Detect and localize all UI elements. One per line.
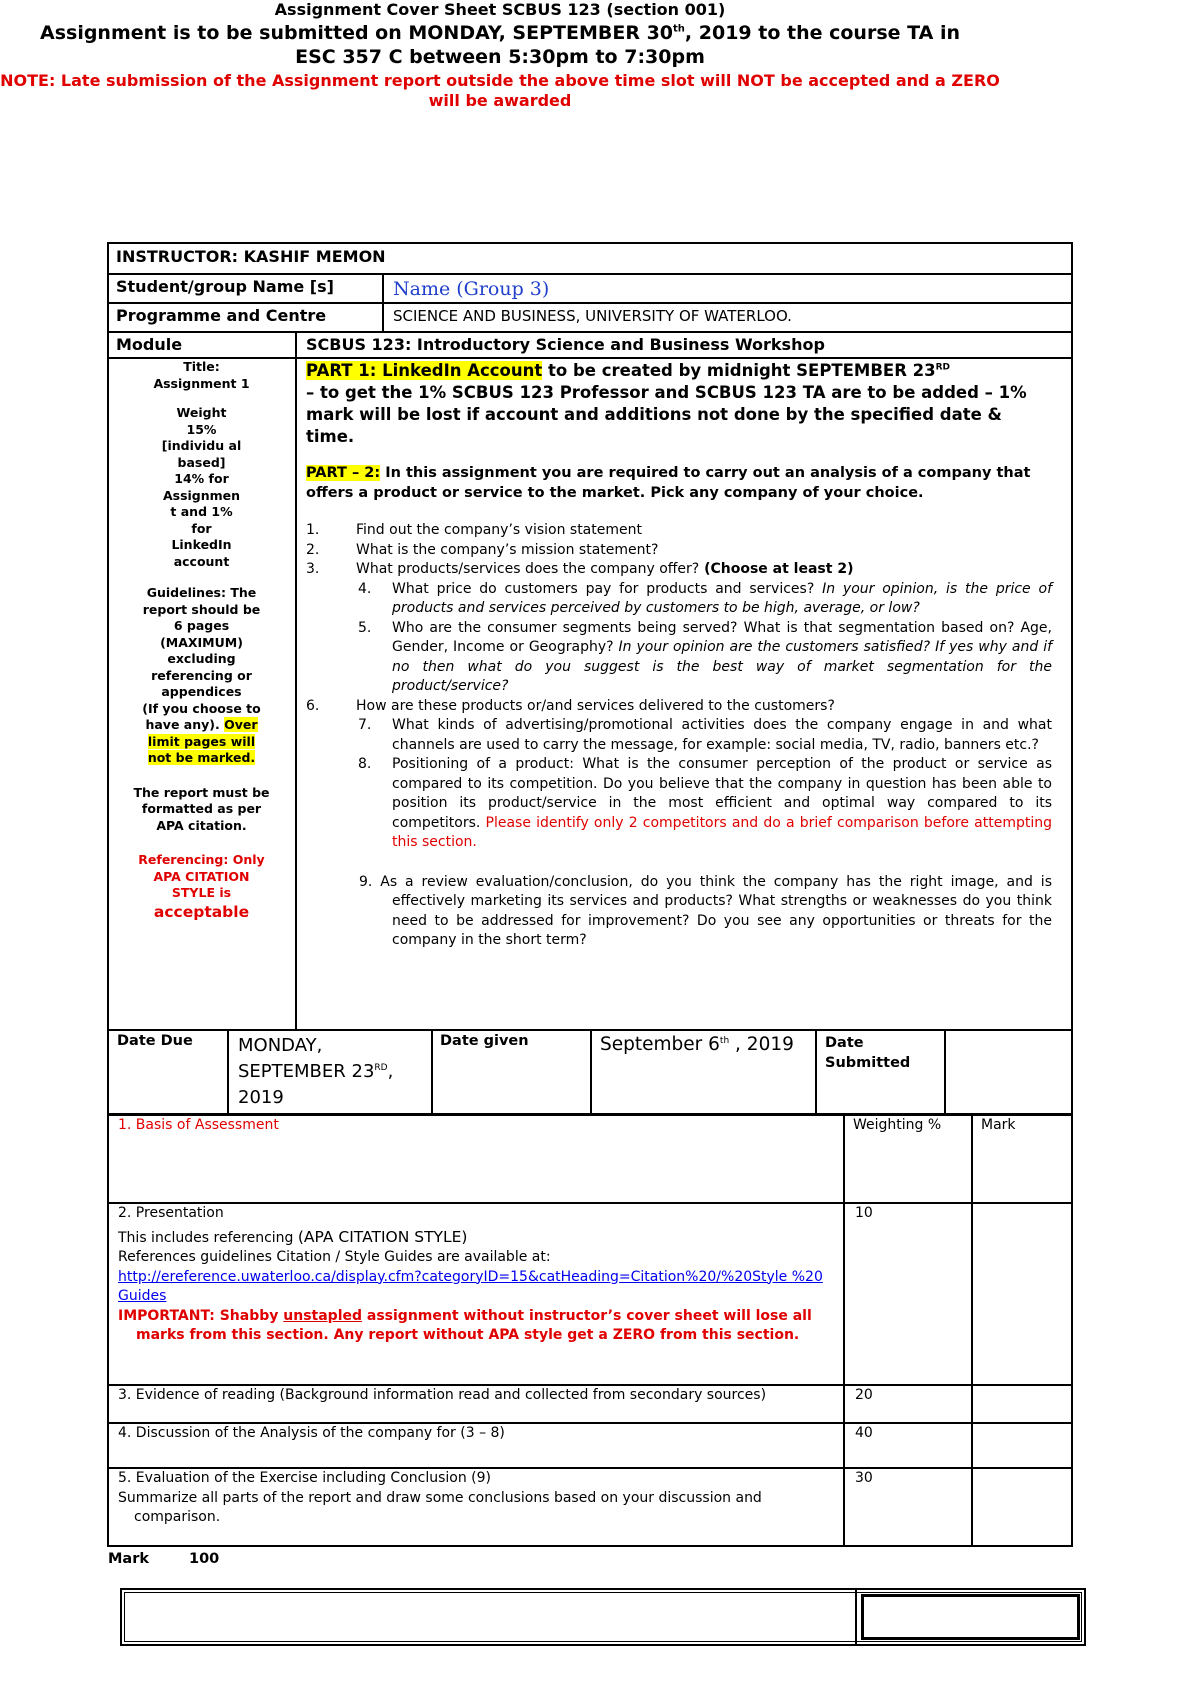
late-note: NOTE: Late submission of the Assignment report outside the above time slot will NOT be accepted and a ZERO will be awarded (0, 71, 1000, 110)
item-text: What products/services does the company offer? (356, 561, 700, 577)
reading-weight: 20 (855, 1387, 873, 1403)
guidelines-11: not be marked. (147, 750, 256, 765)
programme-label: Programme and Centre (116, 306, 327, 325)
reading-row: 3. Evidence of reading (Background information read and collected from secondary sources) (118, 1387, 767, 1403)
guidelines-2: report should be (142, 601, 261, 617)
date-due-text: MONDAY, SEPTEMBER 23 (238, 1035, 375, 1082)
item-text: Who are the consumer segments being served? What is that segmentation based on? Age, Gender, Income or Geography? (392, 619, 1052, 655)
item-text: What kinds of advertising/promotional activities does the company engage in and what channels are used to carry the message, for example: social media, TV, radio, banners etc.? (392, 717, 1052, 753)
weight-label: Weight (176, 405, 227, 420)
item-number: 1. (306, 522, 320, 538)
presentation-title: 2. Presentation (118, 1205, 224, 1221)
header (0, 0, 1000, 111)
format-note: The report must be (133, 784, 270, 800)
submission-line-b: , 2019 to the course TA in (684, 22, 960, 44)
guidelines-5: excluding (167, 651, 236, 666)
referencing-note: Referencing: Only (138, 852, 265, 867)
weight-14: 14% for (174, 471, 229, 486)
weight-and-1: t and 1% (170, 504, 233, 519)
guidelines-8: (If you choose to (142, 700, 261, 716)
mark-header: Mark (981, 1117, 1016, 1133)
date-due-label: Date Due (117, 1033, 193, 1049)
guidelines-3: 6 pages (173, 618, 230, 633)
weight-account: account (173, 553, 230, 569)
presentation-line-2: References guidelines Citation / Style Guides are available at: (118, 1249, 551, 1265)
part-1 (306, 360, 1052, 448)
list-item (306, 873, 1052, 951)
evaluation-weight: 30 (855, 1470, 873, 1486)
submission-sup: th (673, 23, 685, 35)
item-text: What is the company’s mission statement? (356, 541, 659, 558)
discussion-row: 4. Discussion of the Analysis of the company for (3 – 8) (118, 1425, 505, 1441)
apa-guide-link[interactable]: http://ereference.uwaterloo.ca/display.cfm?categoryID=15&catHeading=Citation%20/%20Style %20Guides (118, 1268, 823, 1304)
instructor: INSTRUCTOR: KASHIF MEMON (116, 247, 386, 266)
presentation-apa: (APA CITATION STYLE) (297, 1227, 468, 1246)
item-number: 6. (306, 697, 320, 714)
part-2 (306, 464, 1052, 503)
referencing-note-3: STYLE is (171, 885, 232, 900)
format-note-3: APA citation. (156, 817, 247, 833)
date-submitted-label: Date Submitted (825, 1035, 911, 1071)
important-underlined: unstapled (283, 1307, 363, 1324)
weight-individual: [individu al (161, 438, 242, 453)
weighting-header: Weighting % (853, 1117, 942, 1133)
important-note (118, 1307, 830, 1346)
assignment-name: Assignment 1 (153, 375, 250, 391)
important-text: IMPORTANT: Shabby (118, 1307, 284, 1324)
part-2-text: In this assignment you are required to carry out an analysis of a company that offers a product or service to the market. Pick any company of your choice. (306, 465, 1031, 501)
item-text-bold: (Choose at least 2) (699, 561, 854, 577)
item-text: Positioning of a product: What is the consumer perception of the product or service as compared to its competition. Do you believe that the company in question has been able to position its product/service in the most efficient and optimal way compared to its competitors. (392, 756, 1052, 831)
guidelines-7: appendices (161, 684, 242, 699)
list-item (306, 521, 1052, 541)
assignment-details (114, 359, 289, 920)
presentation-row (118, 1204, 830, 1346)
date-submitted-field[interactable] (948, 1032, 1068, 1112)
programme-value: SCIENCE AND BUSINESS, UNIVERSITY OF WATERLOO. (393, 307, 792, 325)
list-item (306, 697, 1052, 717)
date-due-sup: RD (374, 1063, 388, 1073)
discussion-weight: 40 (855, 1425, 873, 1441)
question-list (306, 521, 1052, 951)
item-text-italic: In your opinion, is the price of products and services perceived by customers to be high, average, or low? (392, 580, 1052, 616)
total-mark-value: 100 (189, 1551, 220, 1567)
evaluation-title: 5. Evaluation of the Exercise including Conclusion (9) (118, 1470, 491, 1486)
guidelines-6: referencing or (151, 667, 252, 683)
weight-pct: 15% (186, 421, 217, 437)
guidelines: Guidelines: The (146, 585, 257, 600)
part-1-label: PART 1: LinkedIn Account (306, 361, 543, 380)
presentation-text: This includes referencing (118, 1229, 298, 1246)
item-number: 2. (306, 541, 320, 558)
part-1-text: to be created by midnight SEPTEMBER 23 (542, 361, 936, 380)
referencing-note-2: APA CITATION (153, 868, 250, 884)
date-given-label: Date given (440, 1033, 529, 1049)
item-text: What price do customers pay for products and services? (392, 580, 823, 597)
item-text-red: Please identify only 2 competitors and do a brief comparison before attempting this section. (392, 814, 1052, 850)
list-item (306, 560, 1052, 580)
date-due-year: , 2019 (238, 1061, 394, 1108)
student-label: Student/group Name [s] (116, 277, 334, 296)
part-1-sup: RD (935, 362, 951, 373)
over-limit-highlight: Over (224, 717, 258, 732)
weight-based: based] (177, 454, 226, 470)
list-item (306, 580, 1052, 619)
format-note-2: formatted as per (141, 801, 262, 816)
important-text-2: assignment without instructor’s cover sheet will lose all marks from this section. Any report without APA style get a ZERO from this section. (136, 1307, 812, 1343)
item-number: 4. (358, 580, 372, 597)
list-item (306, 619, 1052, 697)
basis-of-assessment: 1. Basis of Assessment (118, 1117, 279, 1133)
item-text-italic: In your opinion are the customers satisfied? If yes why and if no then what do you suggest is the best way of market segmentation for the product/service? (392, 639, 1053, 694)
part-2-label: PART – 2: (306, 465, 381, 481)
item-text: Find out the company’s vision statement (356, 522, 642, 538)
submission-info (0, 21, 1000, 69)
evaluation-row (118, 1469, 830, 1528)
date-due-value (238, 1033, 424, 1111)
page-title: Assignment Cover Sheet SCBUS 123 (section 001) (274, 0, 726, 19)
list-item (306, 541, 1052, 561)
presentation-weight: 10 (855, 1205, 873, 1221)
module-value: SCBUS 123: Introductory Science and Business Workshop (306, 335, 825, 354)
weight-for: for (191, 520, 212, 536)
guidelines-9a: have any). (145, 717, 220, 732)
submission-line-a: Assignment is to be submitted on MONDAY, SEPTEMBER 30 (40, 22, 674, 44)
item-number: 5. (358, 619, 372, 636)
item-number: 8. (358, 756, 372, 772)
submission-location: ESC 357 C between 5:30pm to 7:30pm (295, 46, 705, 68)
list-item (306, 755, 1052, 853)
part-1-text-2: – to get the 1% SCBUS 123 Professor and SCBUS 123 TA are to be added – 1% mark will be lost if account and additions not done by the specified date & time. (306, 383, 1027, 446)
item-text: How are these products or/and services delivered to the customers? (356, 697, 835, 714)
evaluation-text: Summarize all parts of the report and draw some conclusions based on your discussion and comparison. (118, 1489, 762, 1525)
weight-assignment: Assignmen (162, 487, 241, 503)
item-text: 9. As a review evaluation/conclusion, do you think the company has the right image, and is effectively marketing its services and products? What strengths or weaknesses do you think need to be addressed for improvement? Do you see any opportunities or threats for the company in the short term? (359, 873, 1052, 948)
item-number: 7. (358, 717, 372, 733)
guidelines-9 (114, 717, 289, 734)
date-given-sup: th (719, 1035, 730, 1046)
module-label: Module (116, 335, 183, 354)
presentation-line-1 (118, 1228, 830, 1249)
date-given-value (600, 1033, 800, 1057)
title-label: Title: (183, 359, 220, 374)
student-name-field[interactable]: Name (Group 3) (393, 278, 550, 300)
assignment-instructions (306, 360, 1052, 951)
referencing-note-4: acceptable (153, 902, 250, 921)
guidelines-10: limit pages will (147, 733, 256, 749)
guidelines-4: (MAXIMUM) (160, 634, 243, 650)
date-given-text: September 6 (600, 1034, 720, 1055)
item-number: 3. (306, 561, 320, 577)
date-given-year: , 2019 (729, 1034, 794, 1055)
weight-linkedin: LinkedIn (171, 537, 232, 552)
total-mark-label: Mark (108, 1551, 150, 1567)
list-item (306, 716, 1052, 755)
final-mark-field[interactable] (861, 1594, 1080, 1640)
